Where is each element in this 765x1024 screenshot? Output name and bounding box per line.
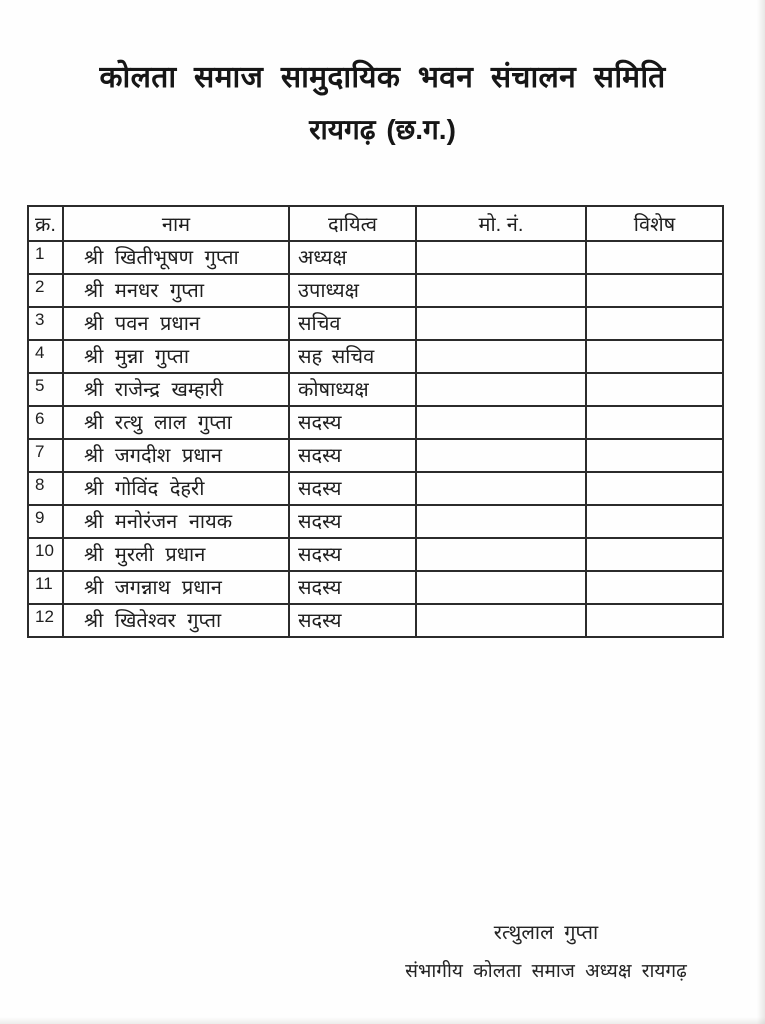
cell-sno: 5 bbox=[28, 373, 63, 406]
cell-mobile bbox=[416, 538, 586, 571]
cell-mobile bbox=[416, 241, 586, 274]
cell-role: उपाध्यक्ष bbox=[289, 274, 416, 307]
cell-special bbox=[586, 340, 723, 373]
cell-special bbox=[586, 505, 723, 538]
cell-role: सदस्य bbox=[289, 406, 416, 439]
cell-name: श्री गोविंद देहरी bbox=[63, 472, 289, 505]
cell-mobile bbox=[416, 439, 586, 472]
table-row bbox=[28, 307, 723, 340]
col-header-role: दायित्व bbox=[289, 206, 416, 241]
signature-block bbox=[400, 920, 692, 984]
page-title-line2: रायगढ़ (छ.ग.) bbox=[309, 114, 456, 145]
table-row bbox=[28, 571, 723, 604]
scan-edge-shadow-bottom bbox=[0, 1017, 765, 1024]
page-title bbox=[0, 58, 765, 148]
table-row bbox=[28, 340, 723, 373]
page-title-line1: कोलता समाज सामुदायिक भवन संचालन समिति bbox=[99, 61, 666, 94]
cell-role: सदस्य bbox=[289, 472, 416, 505]
col-header-special: विशेष bbox=[586, 206, 723, 241]
cell-sno: 7 bbox=[28, 439, 63, 472]
cell-role: अध्यक्ष bbox=[289, 241, 416, 274]
cell-mobile bbox=[416, 505, 586, 538]
table-row bbox=[28, 406, 723, 439]
table-row bbox=[28, 505, 723, 538]
cell-sno: 10 bbox=[28, 538, 63, 571]
cell-name: श्री राजेन्द्र खम्हारी bbox=[63, 373, 289, 406]
cell-name: श्री जगन्नाथ प्रधान bbox=[63, 571, 289, 604]
cell-special bbox=[586, 604, 723, 637]
cell-name: श्री पवन प्रधान bbox=[63, 307, 289, 340]
cell-special bbox=[586, 406, 723, 439]
cell-mobile bbox=[416, 307, 586, 340]
cell-role: सचिव bbox=[289, 307, 416, 340]
signature-designation: संभागीय कोलता समाज अध्यक्ष रायगढ़ bbox=[405, 961, 687, 982]
cell-special bbox=[586, 472, 723, 505]
cell-role: सदस्य bbox=[289, 604, 416, 637]
table-row bbox=[28, 472, 723, 505]
cell-sno: 3 bbox=[28, 307, 63, 340]
table-row bbox=[28, 604, 723, 637]
cell-name: श्री खितीभूषण गुप्ता bbox=[63, 241, 289, 274]
table-row bbox=[28, 241, 723, 274]
cell-mobile bbox=[416, 604, 586, 637]
cell-sno: 4 bbox=[28, 340, 63, 373]
cell-special bbox=[586, 373, 723, 406]
cell-mobile bbox=[416, 373, 586, 406]
cell-sno: 12 bbox=[28, 604, 63, 637]
cell-special bbox=[586, 307, 723, 340]
cell-mobile bbox=[416, 340, 586, 373]
cell-role: सदस्य bbox=[289, 505, 416, 538]
cell-special bbox=[586, 241, 723, 274]
col-header-name: नाम bbox=[63, 206, 289, 241]
members-table bbox=[27, 205, 724, 638]
cell-sno: 11 bbox=[28, 571, 63, 604]
cell-sno: 6 bbox=[28, 406, 63, 439]
signature-name: रत्थुलाल गुप्ता bbox=[493, 922, 599, 944]
cell-name: श्री मनधर गुप्ता bbox=[63, 274, 289, 307]
cell-mobile bbox=[416, 571, 586, 604]
table-row bbox=[28, 274, 723, 307]
cell-role: सदस्य bbox=[289, 538, 416, 571]
col-header-mobile: मो. नं. bbox=[416, 206, 586, 241]
table-row bbox=[28, 538, 723, 571]
cell-name: श्री मुरली प्रधान bbox=[63, 538, 289, 571]
cell-name: श्री मनोरंजन नायक bbox=[63, 505, 289, 538]
cell-name: श्री जगदीश प्रधान bbox=[63, 439, 289, 472]
cell-sno: 8 bbox=[28, 472, 63, 505]
cell-special bbox=[586, 538, 723, 571]
cell-role: सदस्य bbox=[289, 571, 416, 604]
cell-sno: 9 bbox=[28, 505, 63, 538]
cell-sno: 2 bbox=[28, 274, 63, 307]
table-header-row bbox=[28, 206, 723, 241]
cell-special bbox=[586, 439, 723, 472]
col-header-sno: क्र. bbox=[28, 206, 63, 241]
cell-role: सह सचिव bbox=[289, 340, 416, 373]
cell-name: श्री मुन्ना गुप्ता bbox=[63, 340, 289, 373]
cell-special bbox=[586, 571, 723, 604]
cell-role: कोषाध्यक्ष bbox=[289, 373, 416, 406]
cell-mobile bbox=[416, 274, 586, 307]
cell-mobile bbox=[416, 472, 586, 505]
cell-role: सदस्य bbox=[289, 439, 416, 472]
cell-name: श्री खितेश्वर गुप्ता bbox=[63, 604, 289, 637]
scan-edge-shadow-right bbox=[757, 0, 765, 1024]
cell-special bbox=[586, 274, 723, 307]
cell-mobile bbox=[416, 406, 586, 439]
table-row bbox=[28, 373, 723, 406]
cell-name: श्री रत्थु लाल गुप्ता bbox=[63, 406, 289, 439]
cell-sno: 1 bbox=[28, 241, 63, 274]
table-row bbox=[28, 439, 723, 472]
